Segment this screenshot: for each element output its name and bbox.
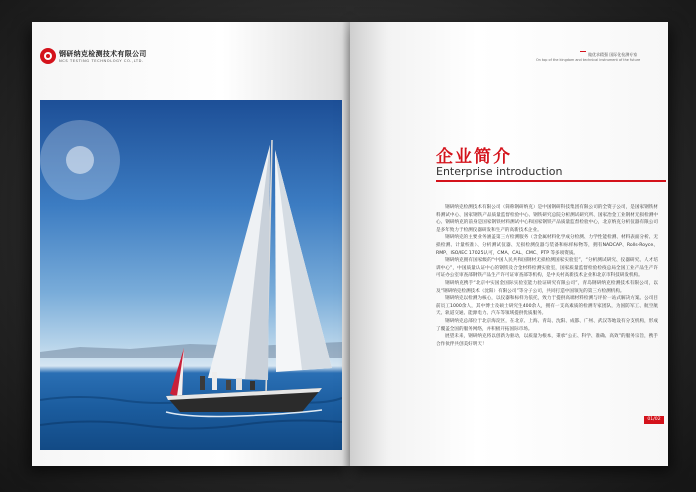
brochure-left-page bbox=[32, 22, 350, 466]
company-logo-icon bbox=[40, 48, 56, 64]
intro-paragraph: 钢研纳克的主要业务涵盖第三方检测服务（含金属材料化学成分检测、力学性能检测、材料表面分析、无损检测、计量校准）、分析测试仪器、无损检测仪器与装备和标样标物等，拥有NADCAP、Rolls-Royce、RMP、ISO/IEC 17025认可，CMA、CAL、CMC、PTP 等多项资质。 bbox=[436, 235, 658, 256]
intro-paragraph: 钢研纳克拥有国家级的“中国人民共和国钢材无损检测国家实验室”，“分析测试研究、仪器研究、人才培训中心”，中国质量认证中心的钢铁及合金材料检测实验室，国家质量监督检验检疫总局全国工业产品生产许可证办公室审查部钢铁产品生产许可证审查部等机构，是中关村高新技术企业和北京市科技研发机构。 bbox=[436, 258, 658, 279]
section-title-cn: 企业简介 bbox=[436, 147, 512, 167]
header-tagline-en: On top of the kingdom and technical instrument of the future bbox=[536, 58, 641, 62]
sailboat-illustration bbox=[40, 100, 342, 450]
title-divider bbox=[436, 180, 666, 182]
intro-body bbox=[436, 204, 658, 348]
header-tagline-cn: 做优求精强 国际化检测专家 bbox=[588, 52, 638, 57]
tagline-accent bbox=[580, 51, 586, 52]
brochure-right-page bbox=[350, 22, 668, 466]
company-name-en: NCS TESTING TECHNOLOGY CO.,LTD. bbox=[59, 59, 144, 63]
section-title-en: Enterprise introduction bbox=[436, 165, 563, 178]
intro-paragraph: 钢研纳克携手“北京中实国金国际实验室能力验证研究有限公司”，青岛钢研纳克检测技术有限公司，以及“钢研纳克检测技术（沈阳）有限公司”等分子公司，共同打造中国领先的第三方检测机构。 bbox=[436, 280, 658, 294]
sailboat-photo bbox=[40, 100, 342, 450]
intro-paragraph: 钢研纳克以检测为核心，以仪器和标样为依托，致力于提供高端材料检测与评价一站式解决方案。公司目前员工1000余人，其中博士及硕士研究生400余人，拥有一支高素质的检测专家团队，为国防军工、航空航天、轨道交通、能源电力、汽车等领域提供优质服务。 bbox=[436, 296, 658, 317]
intro-paragraph: 钢研纳克检测技术有限公司（简称钢研纳克）是中国钢研科技集团有限公司的全资子公司，是国家钢铁材料测试中心、国家钢铁产品质量监督检验中心、钢铁研究总院分析测试研究所、国家冶金工业钢材无损检测中心、钢研纳克的前身是国家钢铁材料测试中心和国家钢铁产品质量监督检验中心，北京纳克分析仪器有限公司是多年致力于检测仪器研发和生产的高新技术企业。 bbox=[436, 205, 658, 233]
intro-paragraph: 展望未来，钢研纳克将以创新为驱动，以质量为根本，秉承“公正、科学、准确、高效”的服务宗旨，携手合作伙伴共创美好明天！ bbox=[436, 334, 658, 347]
page-number-badge: 01/02 bbox=[644, 416, 664, 424]
company-name-cn: 钢研纳克检测技术有限公司 bbox=[59, 50, 147, 58]
intro-paragraph: 钢研纳克总部位于北京海淀区，在北京、上海、青岛、沈阳、成都、广州、武汉等地设有分支机构，形成了覆盖全国的服务网络，并积极开拓国际市场。 bbox=[436, 318, 658, 332]
